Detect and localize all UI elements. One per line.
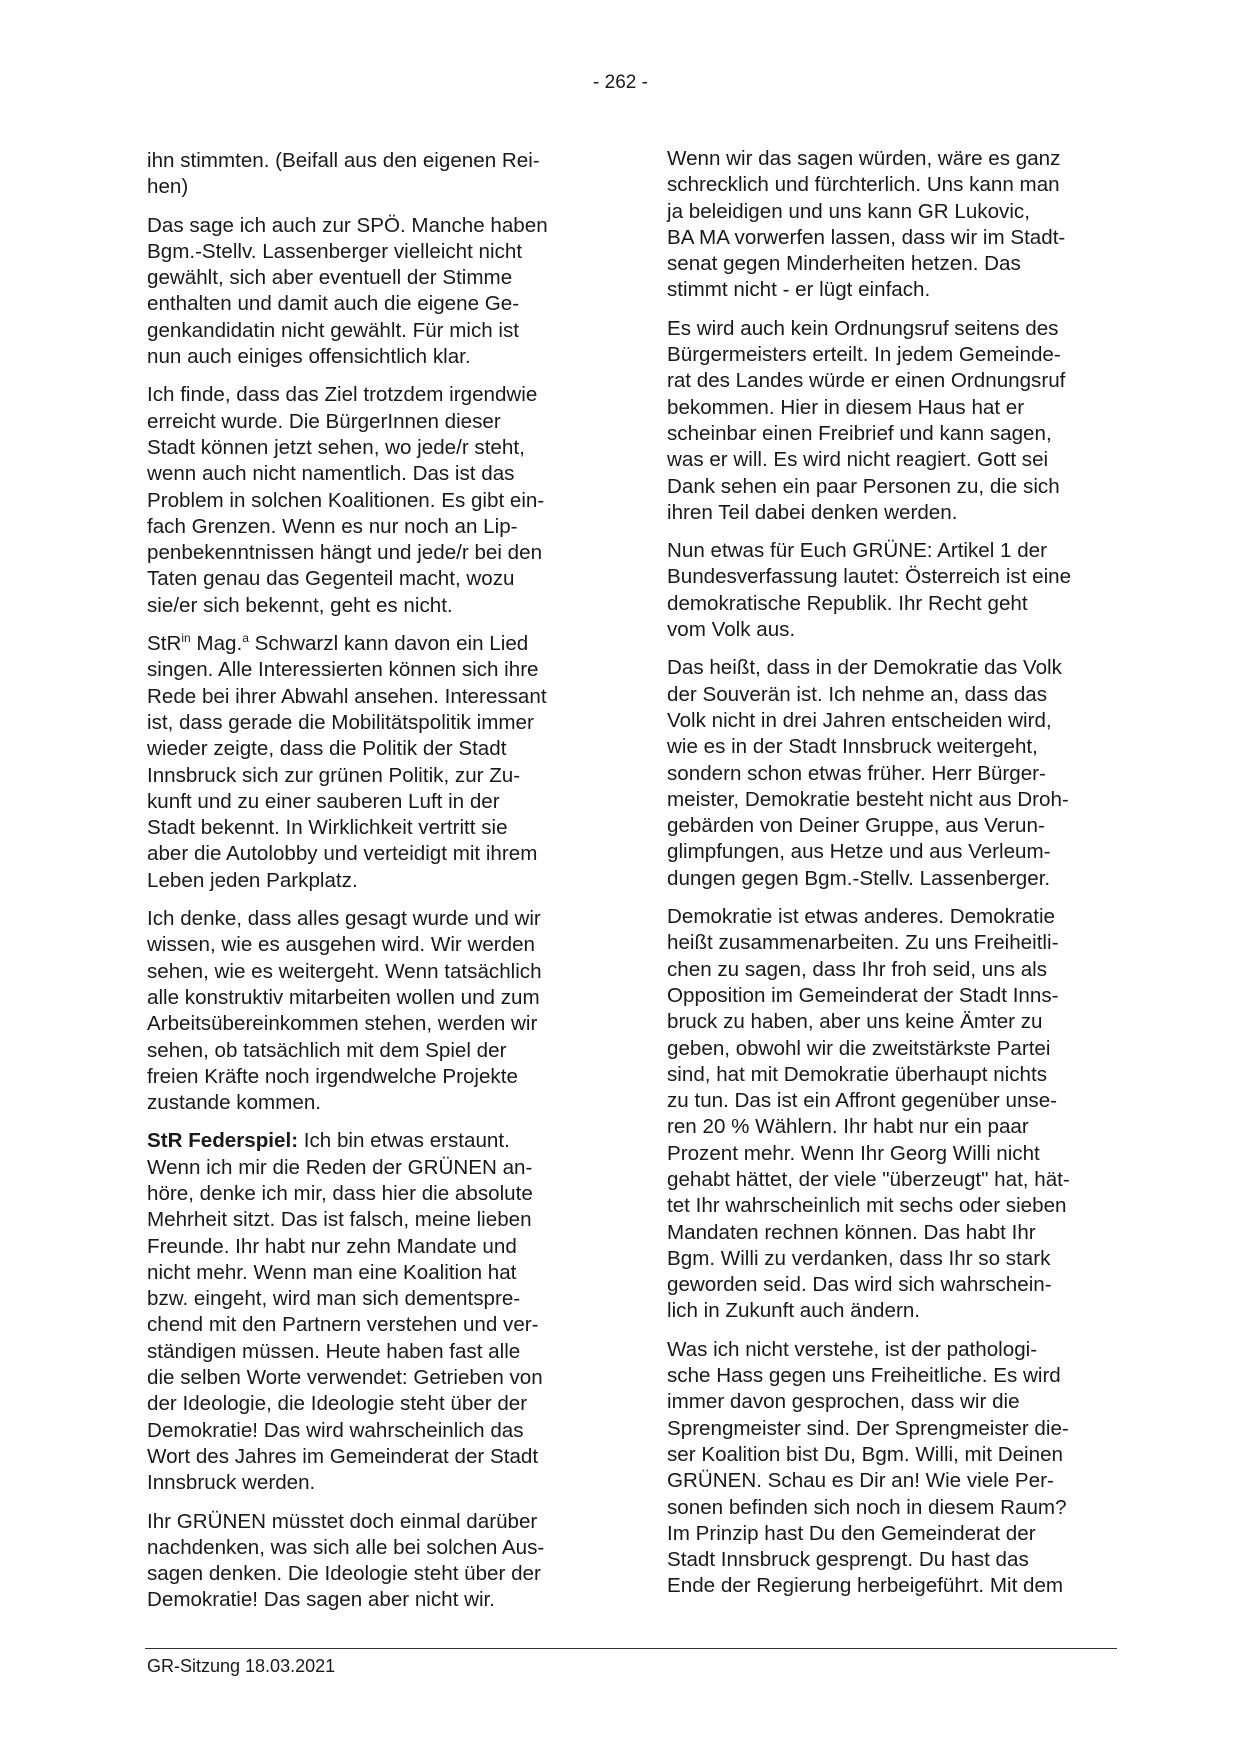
paragraph-line: Bundesverfassung lautet: Österreich ist eine bbox=[667, 565, 1072, 589]
paragraph-line: Innsbruck sich zur grünen Politik, zur Zu- bbox=[147, 763, 521, 787]
paragraph-line: was er will. Es wird nicht reagiert. Gott sei bbox=[667, 448, 1049, 472]
paragraph-line: Stadt können jetzt sehen, wo jede/r steht, bbox=[147, 435, 525, 459]
paragraph-line: GRÜNEN. Schau es Dir an! Wie viele Per- bbox=[667, 1469, 1054, 1493]
paragraph-line: ja beleidigen und uns kann GR Lukovic, bbox=[667, 199, 1030, 223]
paragraph-line: Wenn wir das sagen würden, wäre es ganz bbox=[667, 147, 1061, 170]
paragraph-line: Innsbruck werden. bbox=[147, 1471, 316, 1495]
paragraph-line: gewählt, sich aber eventuell der Stimme bbox=[147, 266, 513, 290]
paragraph-line: sehen, ob tatsächlich mit dem Spiel der bbox=[147, 1038, 507, 1062]
paragraph bbox=[667, 146, 1112, 304]
paragraph-line: Freunde. Ihr habt nur zehn Mandate und bbox=[147, 1234, 517, 1258]
paragraph-line: wissen, wie es ausgehen wird. Wir werden bbox=[147, 933, 536, 957]
paragraph-line: Bgm. Willi zu verdanken, dass Ihr so stark bbox=[667, 1246, 1051, 1270]
paragraph-line: Wenn ich mir die Reden der GRÜNEN an- bbox=[147, 1155, 533, 1179]
paragraph bbox=[147, 906, 592, 1116]
paragraph-line: sondern schon etwas früher. Herr Bürger- bbox=[667, 761, 1046, 785]
paragraph-line: Taten genau das Gegenteil macht, wozu bbox=[147, 567, 515, 591]
text-run: Ich bin etwas erstaunt. bbox=[298, 1129, 510, 1153]
right-column bbox=[667, 146, 1112, 1612]
paragraph-line: bekommen. Hier in diesem Haus hat er bbox=[667, 395, 1025, 419]
paragraph-line: ihren Teil dabei denken werden. bbox=[667, 500, 958, 524]
paragraph-line: demokratische Republik. Ihr Recht geht bbox=[667, 591, 1028, 615]
paragraph bbox=[147, 213, 592, 371]
paragraph-line: nicht mehr. Wenn man eine Koalition hat bbox=[147, 1260, 517, 1284]
paragraph bbox=[147, 148, 592, 201]
paragraph bbox=[147, 631, 592, 894]
paragraph-line: alle konstruktiv mitarbeiten wollen und zum bbox=[147, 985, 540, 1009]
paragraph-line: scheinbar einen Freibrief und kann sagen, bbox=[667, 421, 1052, 445]
paragraph-line: Ich denke, dass alles gesagt wurde und wir bbox=[147, 907, 541, 931]
text-run: Schwarzl kann davon ein Lied bbox=[248, 632, 529, 656]
paragraph-line: Im Prinzip hast Du den Gemeinderat der bbox=[667, 1521, 1036, 1545]
paragraph-line: ständigen müssen. Heute haben fast alle bbox=[147, 1339, 521, 1363]
paragraph-line: lich in Zukunft auch ändern. bbox=[667, 1299, 920, 1323]
paragraph-line: penbekenntnissen hängt und jede/r bei den bbox=[147, 541, 543, 565]
paragraph-line: BA MA vorwerfen lassen, dass wir im Stadt- bbox=[667, 225, 1066, 249]
paragraph-line: senat gegen Minderheiten hetzen. Das bbox=[667, 252, 1021, 276]
paragraph-line: ren 20 % Wählern. Ihr habt nur ein paar bbox=[667, 1115, 1029, 1139]
footer-divider bbox=[145, 1648, 1117, 1649]
paragraph-line: geworden seid. Das wird sich wahrschein- bbox=[667, 1273, 1052, 1297]
paragraph-line: der Souverän ist. Ich nehme an, dass das bbox=[667, 682, 1048, 706]
speaker-name: StR Federspiel: bbox=[147, 1129, 299, 1153]
superscript: in bbox=[181, 631, 191, 646]
paragraph-line: der Ideologie, die Ideologie steht über der bbox=[147, 1392, 528, 1416]
paragraph-line: Wort des Jahres im Gemeinderat der Stadt bbox=[147, 1444, 539, 1468]
paragraph bbox=[147, 1128, 592, 1496]
paragraph-line: gebärden von Deiner Gruppe, aus Verun- bbox=[667, 814, 1045, 838]
paragraph-line: Ich finde, dass das Ziel trotzdem irgendwie bbox=[147, 383, 538, 407]
paragraph-line: dungen gegen Bgm.-Stellv. Lassenberger. bbox=[667, 866, 1051, 890]
paragraph-line: freien Kräfte noch irgendwelche Projekte bbox=[147, 1064, 518, 1088]
paragraph-line: Opposition im Gemeinderat der Stadt Inns- bbox=[667, 983, 1059, 1007]
paragraph-line: bzw. eingeht, wird man sich dementspre- bbox=[147, 1287, 521, 1311]
paragraph-line: Bürgermeisters erteilt. In jedem Gemeinde- bbox=[667, 343, 1061, 367]
paragraph-line: zu tun. Das ist ein Affront gegenüber unse- bbox=[667, 1089, 1058, 1113]
paragraph-line: wenn auch nicht namentlich. Das ist das bbox=[147, 462, 515, 486]
paragraph-line: sonen befinden sich noch in diesem Raum? bbox=[667, 1495, 1067, 1519]
superscript: a bbox=[242, 631, 249, 646]
paragraph-line: höre, denke ich mir, dass hier die absolute bbox=[147, 1181, 533, 1205]
paragraph-line: singen. Alle Interessierten können sich ihre bbox=[147, 658, 539, 682]
text-run: StR bbox=[147, 632, 182, 656]
paragraph-line: schrecklich und fürchterlich. Uns kann man bbox=[667, 173, 1060, 197]
paragraph-line: hen) bbox=[147, 175, 189, 199]
paragraph-line: glimpfungen, aus Hetze und aus Verleum- bbox=[667, 840, 1051, 864]
paragraph-line: geben, obwohl wir die zweitstärkste Partei bbox=[667, 1036, 1051, 1060]
paragraph-line: Dank sehen ein paar Personen zu, die sich bbox=[667, 474, 1060, 498]
paragraph-line: kunft und zu einer sauberen Luft in der bbox=[147, 789, 500, 813]
paragraph-line: immer davon gesprochen, dass wir die bbox=[667, 1390, 1020, 1414]
paragraph-line: nachdenken, was sich alle bei solchen Aus- bbox=[147, 1535, 545, 1559]
paragraph bbox=[667, 655, 1112, 892]
paragraph-line: Ende der Regierung herbeigeführt. Mit dem bbox=[667, 1574, 1064, 1598]
paragraph-lines bbox=[147, 1155, 592, 1497]
paragraph-line: Volk nicht in drei Jahren entscheiden wird, bbox=[667, 708, 1052, 732]
paragraph-line: sie/er sich bekennt, geht es nicht. bbox=[147, 593, 453, 617]
page-number: - 262 - bbox=[593, 72, 648, 93]
paragraph-line: meister, Demokratie besteht nicht aus Droh- bbox=[667, 787, 1069, 811]
paragraph-line: zustande kommen. bbox=[147, 1091, 321, 1115]
paragraph bbox=[667, 1337, 1112, 1600]
paragraph-line: stimmt nicht - er lügt einfach. bbox=[667, 278, 931, 302]
paragraph-line: sind, hat mit Demokratie überhaupt nichts bbox=[667, 1062, 1048, 1086]
paragraph-line: heißt zusammenarbeiten. Zu uns Freiheitli- bbox=[667, 931, 1059, 955]
paragraph-line: nun auch einiges offensichtlich klar. bbox=[147, 345, 471, 369]
paragraph-line: Demokratie! Das sagen aber nicht wir. bbox=[147, 1588, 495, 1612]
paragraph-line: wie es in der Stadt Innsbruck weitergeht, bbox=[667, 735, 1038, 759]
paragraph-line: Nun etwas für Euch GRÜNE: Artikel 1 der bbox=[667, 539, 1047, 563]
paragraph-line: Demokratie ist etwas anderes. Demokratie bbox=[667, 905, 1056, 929]
paragraph bbox=[147, 382, 592, 619]
paragraph-line: Rede bei ihrer Abwahl ansehen. Interessant bbox=[147, 684, 547, 708]
paragraph-line: Leben jeden Parkplatz. bbox=[147, 868, 358, 892]
paragraph-line: Es wird auch kein Ordnungsruf seitens des bbox=[667, 316, 1059, 340]
paragraph-line: Sprengmeister sind. Der Sprengmeister die- bbox=[667, 1416, 1069, 1440]
paragraph-line: aber die Autolobby und verteidigt mit ihrem bbox=[147, 842, 538, 866]
paragraph-line: sche Hass gegen uns Freiheitliche. Es wird bbox=[667, 1364, 1061, 1388]
footer-session-date: GR-Sitzung 18.03.2021 bbox=[147, 1656, 336, 1676]
paragraph-line: Mandaten rechnen können. Das habt Ihr bbox=[667, 1220, 1036, 1244]
paragraph-line: tet Ihr wahrscheinlich mit sechs oder sieben bbox=[667, 1194, 1067, 1218]
paragraph-line: Was ich nicht verstehe, ist der pathologi- bbox=[667, 1337, 1038, 1361]
paragraph-line: Mehrheit sitzt. Das ist falsch, meine lieben bbox=[147, 1208, 532, 1232]
left-column bbox=[147, 148, 592, 1626]
paragraph-line: Das heißt, dass in der Demokratie das Volk bbox=[667, 656, 1062, 680]
paragraph-line: ser Koalition bist Du, Bgm. Willi, mit Deinen bbox=[667, 1442, 1063, 1466]
paragraph-line: rat des Landes würde er einen Ordnungsruf bbox=[667, 369, 1066, 393]
paragraph-line: Bgm.-Stellv. Lassenberger vielleicht nicht bbox=[147, 239, 523, 263]
text-run: Mag. bbox=[190, 632, 243, 656]
paragraph-line: Das sage ich auch zur SPÖ. Manche haben bbox=[147, 213, 548, 237]
paragraph-line: chend mit den Partnern verstehen und ver- bbox=[147, 1313, 539, 1337]
paragraph-line: fach Grenzen. Wenn es nur noch an Lip- bbox=[147, 514, 518, 538]
paragraph-line: ist, dass gerade die Mobilitätspolitik immer bbox=[147, 710, 534, 734]
paragraph-line: genkandidatin nicht gewählt. Für mich ist bbox=[147, 318, 520, 342]
paragraph-lines bbox=[147, 657, 592, 894]
paragraph-line: Problem in solchen Koalitionen. Es gibt ein- bbox=[147, 488, 545, 512]
paragraph-line: enthalten und damit auch die eigene Ge- bbox=[147, 292, 520, 316]
paragraph-line: bruck zu haben, aber uns keine Ämter zu bbox=[667, 1010, 1043, 1034]
paragraph-line: Arbeitsübereinkommen stehen, werden wir bbox=[147, 1012, 538, 1036]
paragraph-line: die selben Worte verwendet: Getrieben von bbox=[147, 1366, 543, 1390]
paragraph-line: sagen denken. Die Ideologie steht über der bbox=[147, 1562, 541, 1586]
paragraph bbox=[667, 316, 1112, 526]
paragraph-line: gehabt hättet, der viele "überzeugt" hat, hät- bbox=[667, 1167, 1070, 1191]
paragraph bbox=[147, 1509, 592, 1614]
paragraph-line: vom Volk aus. bbox=[667, 618, 796, 642]
paragraph-line: Prozent mehr. Wenn Ihr Georg Willi nicht bbox=[667, 1141, 1040, 1165]
paragraph-line: Ihr GRÜNEN müsstet doch einmal darüber bbox=[147, 1509, 538, 1533]
paragraph-line: erreicht wurde. Die BürgerInnen dieser bbox=[147, 409, 501, 433]
paragraph-line: Stadt Innsbruck gesprengt. Du hast das bbox=[667, 1548, 1029, 1572]
paragraph bbox=[667, 904, 1112, 1325]
paragraph-line: sehen, wie es weitergeht. Wenn tatsächlich bbox=[147, 959, 542, 983]
paragraph-line: chen zu sagen, dass Ihr froh seid, uns als bbox=[667, 957, 1048, 981]
paragraph-line bbox=[147, 1128, 592, 1154]
paragraph-line: wieder zeigte, dass die Politik der Stadt bbox=[147, 737, 507, 761]
paragraph-line bbox=[147, 631, 592, 657]
paragraph bbox=[667, 538, 1112, 643]
paragraph-line: Stadt bekennt. In Wirklichkeit vertritt sie bbox=[147, 816, 508, 840]
paragraph-line: ihn stimmten. (Beifall aus den eigenen Rei- bbox=[147, 149, 540, 172]
paragraph-line: Demokratie! Das wird wahrscheinlich das bbox=[147, 1418, 524, 1442]
